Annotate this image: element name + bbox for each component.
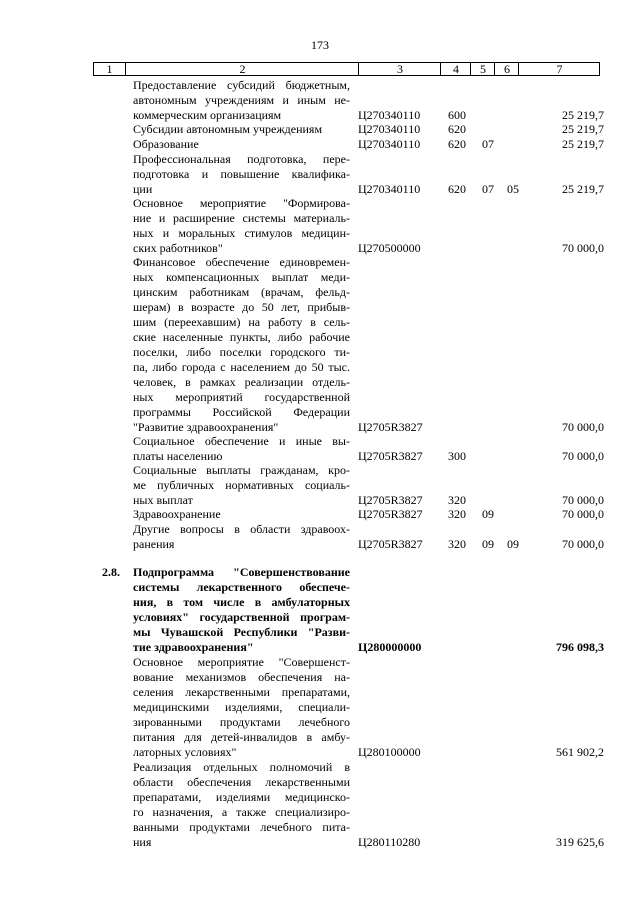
description-line: питания для детей-инвалидов в амбу-	[133, 730, 350, 744]
subsection-code: 05	[507, 182, 519, 196]
amount: 796 098,3	[556, 640, 604, 654]
amount: 561 902,2	[556, 745, 604, 759]
description-line: вование механизмов обеспечения на-	[133, 670, 350, 684]
description-line: Социальные выплаты гражданам, кро-	[133, 463, 350, 477]
row-description	[133, 196, 350, 256]
header-cell: 7	[518, 63, 600, 75]
budget-code: Ц2705R3827	[358, 507, 423, 521]
description-line: Реализация отдельных полномочий в	[133, 760, 350, 774]
amount: 319 625,6	[556, 835, 604, 849]
description-line: Образование	[133, 137, 199, 151]
description-line: тие здравоохранения"	[133, 640, 254, 654]
section-code: 07	[482, 182, 494, 196]
row-description	[133, 463, 350, 508]
description-line: поселки, либо поселки городского ти-	[133, 345, 350, 359]
expense-type: 320	[448, 493, 466, 507]
expense-type: 320	[448, 537, 466, 551]
expense-type: 300	[448, 449, 466, 463]
header-cell: 4	[440, 63, 471, 75]
row-description	[133, 152, 350, 197]
budget-code: Ц280000000	[358, 640, 422, 654]
description-line: Финансовое обеспечение единовремен-	[133, 255, 350, 269]
row-description	[133, 78, 350, 123]
amount: 70 000,0	[562, 420, 604, 434]
description-line: латорных условиях"	[133, 745, 237, 759]
row-description	[133, 565, 350, 655]
row-number: 2.8.	[102, 565, 120, 579]
header-cell: 6	[494, 63, 519, 75]
budget-code: Ц2705R3827	[358, 537, 423, 551]
amount: 70 000,0	[562, 493, 604, 507]
budget-code: Ц2705R3827	[358, 493, 423, 507]
expense-type: 320	[448, 507, 466, 521]
description-line: мы Чувашской Республики "Разви-	[133, 625, 350, 639]
budget-code: Ц2705R3827	[358, 420, 423, 434]
expense-type: 620	[448, 137, 466, 151]
row-description	[133, 760, 350, 850]
description-line: Подпрограмма "Совершенствование	[133, 565, 350, 579]
description-line: ния	[133, 835, 152, 849]
header-cell: 1	[106, 62, 113, 76]
description-line: Здравоохранение	[133, 507, 221, 521]
description-line: ных выплат	[133, 493, 193, 507]
header-cell: 3	[358, 63, 441, 75]
expense-type: 620	[448, 182, 466, 196]
amount: 25 219,7	[562, 108, 604, 122]
description-line: условиях" государственной програм-	[133, 610, 350, 624]
row-description	[133, 522, 350, 552]
description-line: препаратами, изделиями медицинско-	[133, 790, 350, 804]
description-line: ных компенсационных выплат меди-	[133, 270, 350, 284]
description-line: платы населению	[133, 449, 223, 463]
amount: 25 219,7	[562, 182, 604, 196]
budget-code: Ц270340110	[358, 137, 421, 151]
budget-code: Ц280110280	[358, 835, 421, 849]
description-line: Профессиональная подготовка, пере-	[133, 152, 350, 166]
description-line: ме публичных нормативных социаль-	[133, 478, 350, 492]
amount: 70 000,0	[562, 449, 604, 463]
description-line: Основное мероприятие "Формирова-	[133, 196, 350, 210]
description-line: ния, в том числе в амбулаторных	[133, 595, 350, 609]
amount: 70 000,0	[562, 537, 604, 551]
description-line: ных мероприятий государственной	[133, 390, 350, 404]
row-description	[133, 434, 350, 464]
description-line: Предоставление субсидий бюджетным,	[133, 78, 350, 92]
header-cell: 5	[470, 63, 495, 75]
budget-code: Ц270340110	[358, 122, 421, 136]
description-line: ных и моральных стимулов медицин-	[133, 226, 350, 240]
table-header	[93, 62, 600, 76]
description-line: области обеспечения лекарственными	[133, 775, 350, 789]
description-line: ские населенные пункты, либо рабочие	[133, 330, 350, 344]
description-line: ранения	[133, 537, 175, 551]
row-description	[133, 255, 350, 435]
header-cell: 2	[125, 63, 359, 75]
amount: 70 000,0	[562, 507, 604, 521]
budget-code: Ц2705R3827	[358, 449, 423, 463]
budget-code: Ц270340110	[358, 182, 421, 196]
expense-type: 600	[448, 108, 466, 122]
description-line: ванными продуктами лечебного пита-	[133, 820, 350, 834]
description-line: медицинскими изделиями, специали-	[133, 700, 350, 714]
description-line: подготовка и повышение квалифика-	[133, 167, 350, 181]
description-line: ние и расширение системы материаль-	[133, 211, 350, 225]
description-line: го назначения, а также специализиро-	[133, 805, 350, 819]
description-line: человек, в рамках реализации отдель-	[133, 375, 350, 389]
description-line: автономным учреждениям и иным не-	[133, 93, 350, 107]
description-line: цинским работникам (врачам, фельд-	[133, 285, 350, 299]
description-line: шерам) в возрасте до 50 лет, прибыв-	[133, 300, 350, 314]
description-line: "Развитие здравоохранения"	[133, 420, 279, 434]
section-code: 07	[482, 137, 494, 151]
amount: 25 219,7	[562, 137, 604, 151]
budget-code: Ц280100000	[358, 745, 421, 759]
row-description	[133, 122, 350, 137]
description-line: зированными продуктами лечебного	[133, 715, 350, 729]
row-description	[133, 655, 350, 760]
description-line: селения лекарственными препаратами,	[133, 685, 350, 699]
budget-code: Ц270340110	[358, 108, 421, 122]
description-line: ции	[133, 182, 153, 196]
description-line: шим (переехавшим) на работу в сель-	[133, 315, 350, 329]
budget-code: Ц270500000	[358, 241, 421, 255]
amount: 25 219,7	[562, 122, 604, 136]
description-line: ских работников"	[133, 241, 223, 255]
description-line: Другие вопросы в области здравоох-	[133, 522, 350, 536]
row-description	[133, 137, 350, 152]
description-line: Основное мероприятие "Совершенст-	[133, 655, 350, 669]
description-line: системы лекарственного обеспече-	[133, 580, 350, 594]
row-description	[133, 507, 350, 522]
section-code: 09	[482, 537, 494, 551]
description-line: коммерческим организациям	[133, 108, 282, 122]
description-line: Социальное обеспечение и иные вы-	[133, 434, 350, 448]
amount: 70 000,0	[562, 241, 604, 255]
description-line: Субсидии автономным учреждениям	[133, 122, 323, 136]
description-line: па, либо города с населением до 50 тыс.	[133, 360, 350, 374]
expense-type: 620	[448, 122, 466, 136]
section-code: 09	[482, 507, 494, 521]
subsection-code: 09	[507, 537, 519, 551]
page-number: 173	[311, 38, 329, 52]
description-line: программы Российской Федерации	[133, 405, 350, 419]
